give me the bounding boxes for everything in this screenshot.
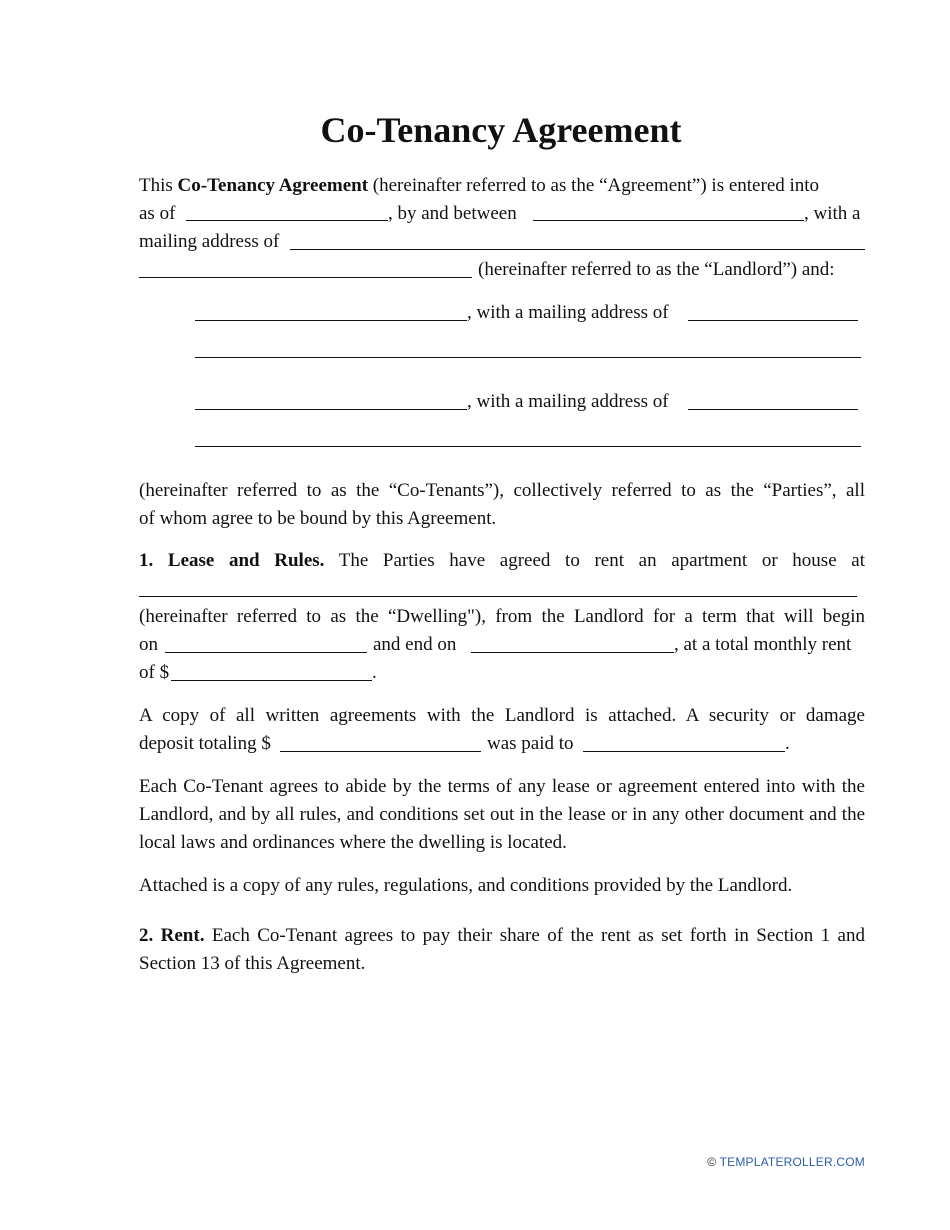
lease-start-blank[interactable] <box>165 652 367 653</box>
dwelling-line: (hereinafter referred to as the “Dwelling"), from the Landlord for a term that will begin <box>139 606 865 627</box>
co-tenant-1-address-blank-2[interactable] <box>195 357 861 358</box>
date-blank[interactable] <box>186 220 388 221</box>
co-tenant-1-name-blank[interactable] <box>195 320 467 321</box>
landlord-name-blank[interactable] <box>533 220 804 221</box>
monthly-rent-blank[interactable] <box>171 680 372 681</box>
landlord-address-blank-1[interactable] <box>290 249 865 250</box>
deposit-amount-blank[interactable] <box>280 751 481 752</box>
co-tenant-2-address-blank-1[interactable] <box>688 409 858 410</box>
section-1-line-1: 1. Lease and Rules. The Parties have agreed to rent an apartment or house at <box>139 550 865 571</box>
section-2-heading: 2. Rent. <box>139 925 205 946</box>
section-1-heading: 1. Lease and Rules. <box>139 550 325 571</box>
document-page: Co-Tenancy Agreement This Co-Tenancy Agreement (hereinafter referred to as the “Agreement”) is entered into as of , by and between , with a mailing address of (hereinafter referred to as the “Landlord”) and: , with a mailing address of , with a mailing address of (hereinafter referred to as the “Co-Tenants”), collectively referred to as the “Parties”, all of whom agree to be bound by this Agreement. 1. Lease and Rules. The Parties have agreed to rent an apartment or house at (hereinafter referred to as the “Dwelling"), from the Landlord for a term that will begin on and end on , at a total monthly rent of $ . A copy of all written agreements with the Landlord is attached. A security or damage deposit totaling $ was paid to . Each Co-Tenant agrees to abide by the terms of any lease or agreement entered into with the Landlord, and by all rules, and conditions set out in the lease or in any other document and the local laws and ordinances where the dwelling is located. Attached is a copy of any rules, regulations, and conditions provided by the Landlord. 2. Rent. Each Co-Tenant agrees to pay their share of the rent as set forth in Section 1 and Section 13 of this Agreement. © TEMPLATEROLLER.COM <box>0 0 950 1230</box>
lease-end-blank[interactable] <box>471 652 674 653</box>
co-tenant-2-name-blank[interactable] <box>195 409 467 410</box>
abide-paragraph: Each Co-Tenant agrees to abide by the terms of any lease or agreement entered into with the Landlord, and by all rules, and conditions set out in the lease or in any other document and the local laws and ordinances where the dwelling is located. <box>139 776 865 853</box>
deposit-paid-to-blank[interactable] <box>583 751 785 752</box>
attached-paragraph: Attached is a copy of any rules, regulations, and conditions provided by the Landlord. <box>139 875 793 896</box>
copy-paragraph-line-1: A copy of all written agreements with the Landlord is attached. A security or damage <box>139 705 865 726</box>
co-tenant-1-row: , with a mailing address of <box>467 302 669 323</box>
templateroller-link[interactable]: TEMPLATEROLLER.COM <box>719 1155 865 1169</box>
section-2-paragraph: 2. Rent. Each Co-Tenant agrees to pay their share of the rent as set forth in Section 1 and Section 13 of this Agreement. <box>139 925 865 974</box>
co-tenant-1-address-blank-1[interactable] <box>688 320 858 321</box>
footer-copyright <box>707 1155 865 1169</box>
intro-line-2: as of <box>139 203 176 224</box>
co-tenant-2-row: , with a mailing address of <box>467 391 669 412</box>
landlord-address-blank-2[interactable] <box>139 277 472 278</box>
document-title: Co-Tenancy Agreement <box>320 110 682 150</box>
agreement-name: Co-Tenancy Agreement <box>177 175 369 196</box>
co-tenant-2-address-blank-2[interactable] <box>195 446 861 447</box>
intro-line-3: mailing address of <box>139 231 280 252</box>
parties-paragraph: (hereinafter referred to as the “Co-Tenants”), collectively referred to as the “Parties”, all of whom agree to be bound by this Agreement. <box>139 480 865 529</box>
copyright-symbol: © <box>707 1155 717 1169</box>
dwelling-address-blank[interactable] <box>139 596 857 597</box>
intro-line-1: This Co-Tenancy Agreement (hereinafter referred to as the “Agreement”) is entered into <box>139 175 820 196</box>
